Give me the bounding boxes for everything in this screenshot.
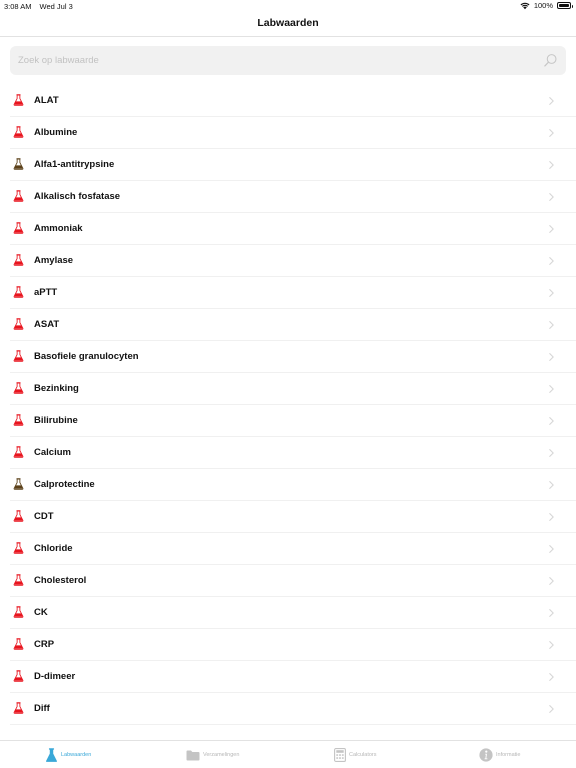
tab-label: Informatie: [496, 752, 521, 758]
red-flask-icon: [13, 574, 24, 586]
list-item[interactable]: [10, 597, 576, 629]
chevron-right-icon: [549, 353, 554, 361]
list-item[interactable]: [10, 373, 576, 405]
tab-bar: [0, 740, 576, 768]
red-flask-icon: [13, 414, 24, 426]
tab-labwaarden[interactable]: [45, 741, 91, 768]
red-flask-icon: [13, 94, 24, 106]
battery-icon: [557, 2, 571, 9]
list-item[interactable]: [10, 309, 576, 341]
list-item-label: Bezinking: [34, 383, 79, 394]
list-item[interactable]: [10, 245, 576, 277]
wifi-icon: [520, 2, 530, 10]
list-item[interactable]: [10, 437, 576, 469]
tab-calculators[interactable]: [334, 741, 377, 768]
status-bar: [0, 0, 576, 12]
list-item[interactable]: [10, 501, 576, 533]
chevron-right-icon: [549, 385, 554, 393]
list-item-label: Amylase: [34, 255, 74, 266]
list-item[interactable]: [10, 341, 576, 373]
list-item-label: Ammoniak: [34, 223, 83, 234]
list-item-label: ASAT: [34, 319, 60, 330]
chevron-right-icon: [549, 481, 554, 489]
chevron-right-icon: [549, 705, 554, 713]
brown-flask-icon: [13, 158, 24, 170]
red-flask-icon: [13, 382, 24, 394]
chevron-right-icon: [549, 161, 554, 169]
red-flask-icon: [13, 670, 24, 682]
chevron-right-icon: [549, 641, 554, 649]
list-item-label: D-dimeer: [34, 671, 76, 682]
list-item[interactable]: [10, 629, 576, 661]
list-item[interactable]: [10, 181, 576, 213]
red-flask-icon: [13, 350, 24, 362]
list-item-label: ALAT: [34, 95, 59, 106]
chevron-right-icon: [549, 417, 554, 425]
navigation-bar: [0, 12, 576, 37]
red-flask-icon: [13, 606, 24, 618]
list-item[interactable]: [10, 565, 576, 597]
list-item[interactable]: [10, 533, 576, 565]
list-item-label: Alfa1-antitrypsine: [34, 159, 115, 170]
chevron-right-icon: [549, 225, 554, 233]
list-item-label: Diff: [34, 703, 50, 714]
list-item-label: aPTT: [34, 287, 58, 298]
list-item-label: Albumine: [34, 127, 78, 138]
status-right: [520, 1, 571, 10]
calculator-icon: [334, 748, 346, 762]
tab-label: Calculators: [349, 752, 377, 758]
list-item-label: Bilirubine: [34, 415, 78, 426]
labwaarden-list[interactable]: [0, 85, 576, 740]
search-bar[interactable]: [10, 46, 566, 75]
list-item-label: Chloride: [34, 543, 73, 554]
chevron-right-icon: [549, 129, 554, 137]
tab-informatie[interactable]: [479, 741, 520, 768]
chevron-right-icon: [549, 609, 554, 617]
red-flask-icon: [13, 318, 24, 330]
tab-label: Labwaarden: [61, 752, 92, 758]
list-item[interactable]: [10, 213, 576, 245]
chevron-right-icon: [549, 449, 554, 457]
list-item[interactable]: [10, 85, 576, 117]
chevron-right-icon: [549, 97, 554, 105]
list-item-label: Calprotectine: [34, 479, 95, 490]
red-flask-icon: [13, 446, 24, 458]
chevron-right-icon: [549, 289, 554, 297]
chevron-right-icon: [549, 673, 554, 681]
folder-icon: [186, 750, 200, 761]
status-left: [4, 2, 73, 11]
search-icon[interactable]: [543, 53, 558, 68]
chevron-right-icon: [549, 545, 554, 553]
red-flask-icon: [13, 222, 24, 234]
list-item[interactable]: [10, 149, 576, 181]
list-item-label: CK: [34, 607, 48, 618]
list-item-label: CDT: [34, 511, 54, 522]
list-item-label: Alkalisch fosfatase: [34, 191, 121, 202]
list-item-label: Calcium: [34, 447, 71, 458]
status-time: 3:08 AM: [4, 2, 32, 11]
red-flask-icon: [13, 510, 24, 522]
list-item[interactable]: [10, 405, 576, 437]
page-title: Labwaarden: [257, 17, 319, 29]
list-item-label: Basofiele granulocyten: [34, 351, 139, 362]
list-item-label: CRP: [34, 639, 55, 650]
list-item-label: Cholesterol: [34, 575, 87, 586]
red-flask-icon: [13, 286, 24, 298]
red-flask-icon: [13, 638, 24, 650]
battery-percent: 100%: [533, 1, 553, 10]
search-input[interactable]: [18, 46, 538, 75]
list-item[interactable]: [10, 117, 576, 149]
chevron-right-icon: [549, 513, 554, 521]
chevron-right-icon: [549, 577, 554, 585]
red-flask-icon: [13, 190, 24, 202]
red-flask-icon: [13, 126, 24, 138]
red-flask-icon: [13, 702, 24, 714]
chevron-right-icon: [549, 257, 554, 265]
tab-label: Verzamelingen: [203, 752, 240, 758]
red-flask-icon: [13, 254, 24, 266]
chevron-right-icon: [549, 321, 554, 329]
list-item[interactable]: [10, 661, 576, 693]
status-date: Wed Jul 3: [39, 2, 73, 11]
list-item[interactable]: [10, 469, 576, 501]
info-icon: [479, 748, 493, 762]
tab-verzamelingen[interactable]: [186, 741, 239, 768]
flask-icon: [45, 748, 58, 763]
brown-flask-icon: [13, 478, 24, 490]
list-item[interactable]: [10, 277, 576, 309]
list-item[interactable]: [10, 693, 576, 725]
red-flask-icon: [13, 542, 24, 554]
chevron-right-icon: [549, 193, 554, 201]
